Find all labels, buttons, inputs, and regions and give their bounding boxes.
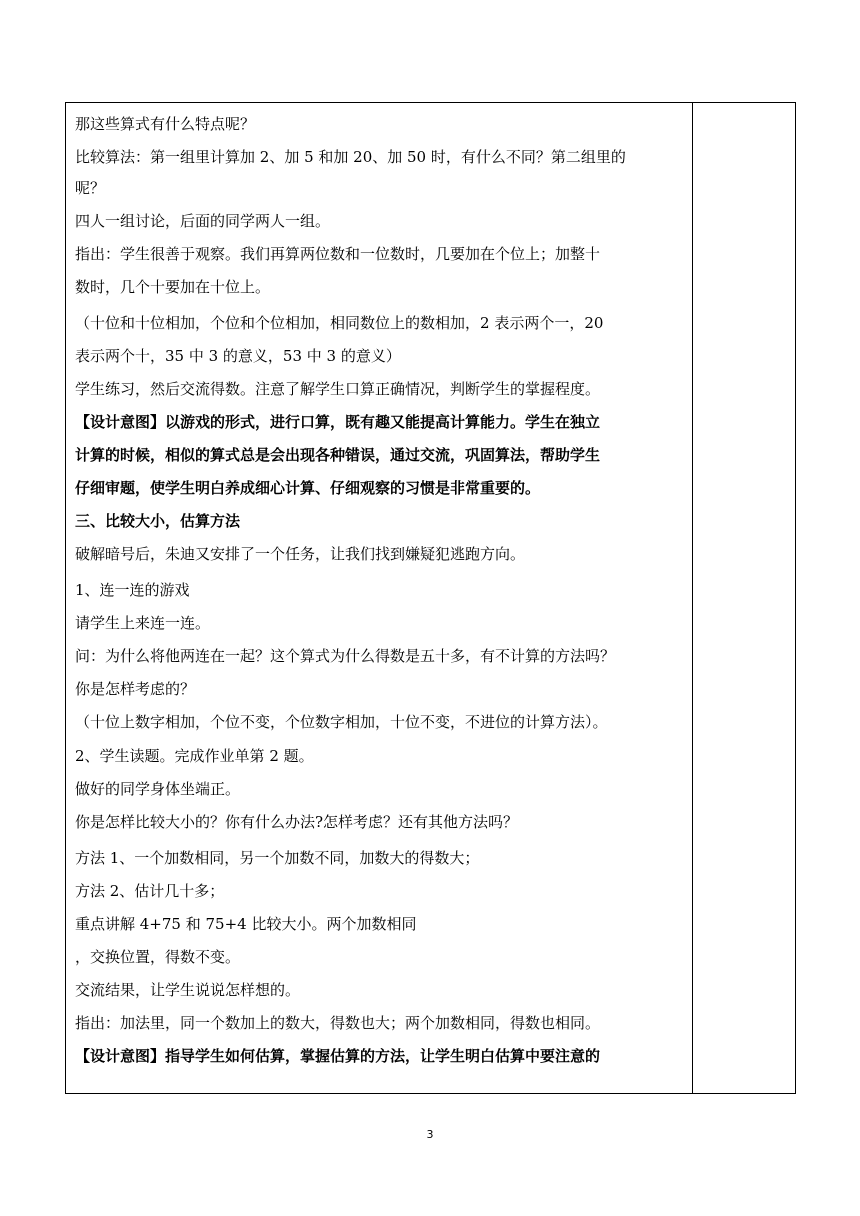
lesson-plan-table [65, 102, 796, 1094]
text-line: 方法 2、估计几十多； [75, 882, 225, 900]
text-line: 破解暗号后，朱迪又安排了一个任务，让我们找到嫌疑犯逃跑方向。 [75, 545, 526, 563]
page-number: 3 [426, 1128, 434, 1141]
text-line: 学生练习，然后交流得数。注意了解学生口算正确情况，判断学生的掌握程度。 [75, 380, 601, 398]
text-line: 指出：加法里，同一个数加上的数大，得数也大；两个加数相同，得数也相同。 [75, 1014, 601, 1032]
text-line: 指出：学生很善于观察。我们再算两位数和一位数时，几要加在个位上；加整十 [75, 245, 601, 263]
section-heading: 三、比较大小，估算方法 [75, 512, 241, 530]
text-line: 你是怎样比较大小的？你有什么办法?怎样考虑？还有其他方法吗？ [75, 813, 519, 831]
text-line: 交流结果，让学生说说怎样想的。 [75, 981, 301, 999]
text-line: （十位上数字相加，个位不变，个位数字相加，十位不变，不进位的计算方法）。 [75, 713, 608, 731]
text-line: （十位和十位相加，个位和个位相加，相同数位上的数相加，2 表示两个一，20 [75, 314, 604, 332]
design-intent-line: 计算的时候，相似的算式总是会出现各种错误，通过交流，巩固算法，帮助学生 [75, 446, 601, 464]
text-line: 你是怎样考虑的？ [75, 680, 196, 698]
text-line: ，交换位置，得数不变。 [75, 948, 241, 966]
text-line: 那这些算式有什么特点呢？ [75, 115, 256, 133]
text-line: 比较算法：第一组里计算加 2、加 5 和加 20、加 50 时，有什么不同？第二组里的 [75, 148, 626, 166]
text-line: 四人一组讨论，后面的同学两人一组。 [75, 212, 331, 230]
column-divider [692, 103, 693, 1093]
text-line: 请学生上来连一连。 [75, 614, 211, 632]
text-line: 表示两个十，35 中 3 的意义，53 中 3 的意义） [75, 347, 401, 365]
design-intent-line: 【设计意图】指导学生如何估算，掌握估算的方法，让学生明白估算中要注意的 [75, 1047, 601, 1065]
design-intent-line: 【设计意图】以游戏的形式，进行口算，既有趣又能提高计算能力。学生在独立 [75, 413, 601, 431]
text-line: 问：为什么将他两连在一起？这个算式为什么得数是五十多，有不计算的方法吗？ [75, 647, 616, 665]
text-line: 做好的同学身体坐端正。 [75, 780, 241, 798]
design-intent-line: 仔细审题，使学生明白养成细心计算、仔细观察的习惯是非常重要的。 [75, 479, 541, 497]
text-line: 2、学生读题。完成作业单第 2 题。 [75, 747, 314, 765]
text-line: 呢？ [75, 179, 106, 197]
text-line: 重点讲解 4+75 和 75+4 比较大小。两个加数相同 [75, 915, 417, 933]
text-line: 1、连一连的游戏 [75, 581, 190, 599]
text-line: 方法 1、一个加数相同，另一个加数不同，加数大的得数大； [75, 849, 480, 867]
text-line: 数时，几个十要加在十位上。 [75, 278, 271, 296]
